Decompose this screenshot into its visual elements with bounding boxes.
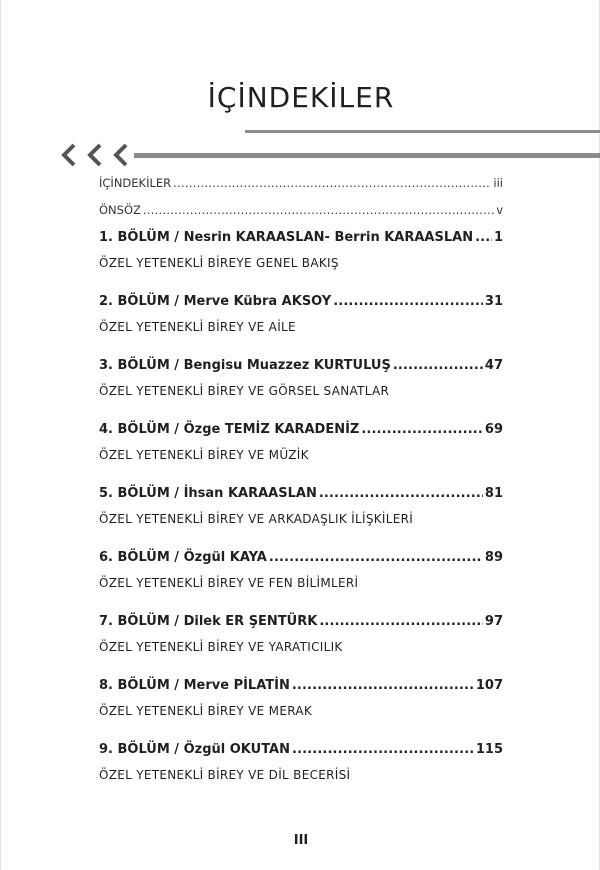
chapter-heading: 6. BÖLÜM / Özgül KAYA — [99, 550, 267, 565]
chapter-subtitle: ÖZEL YETENEKLİ BİREY VE MERAK — [99, 704, 313, 718]
dot-leader — [292, 742, 474, 757]
chapter-subtitle: ÖZEL YETENEKLİ BİREY VE GÖRSEL SANATLAR — [99, 384, 390, 398]
toc-chapter-7[interactable] — [99, 614, 503, 640]
toc-chapter-3[interactable] — [99, 358, 503, 384]
page-title: İÇİNDEKİLER — [207, 80, 395, 114]
dot-leader — [319, 614, 483, 629]
dot-leader — [475, 230, 492, 245]
chapter-heading: 2. BÖLÜM / Merve Kübra AKSOY — [99, 294, 332, 309]
chapter-page: 1 — [493, 230, 503, 245]
toc-chapter-6[interactable] — [99, 550, 503, 576]
main-rule — [134, 153, 600, 158]
chapter-subtitle: ÖZEL YETENEKLİ BİREY VE ARKADAŞLIK İLİŞKİLERİ — [99, 512, 414, 526]
chapter-page: 31 — [484, 294, 503, 309]
chapter-subtitle: ÖZEL YETENEKLİ BİREY VE DİL BECERİSİ — [99, 768, 351, 782]
page-number: III — [293, 833, 309, 848]
toc-entry-label: ÖNSÖZ — [99, 203, 141, 217]
chapter-page: 69 — [484, 422, 503, 437]
chapter-heading: 5. BÖLÜM / İhsan KARAASLAN — [99, 486, 317, 501]
dot-leader — [173, 176, 491, 190]
chapter-subtitle: ÖZEL YETENEKLİ BİREY VE FEN BİLİMLERİ — [99, 576, 359, 590]
chapter-heading: 7. BÖLÜM / Dilek ER ŞENTÜRK — [99, 614, 318, 629]
toc-chapter-5[interactable] — [99, 486, 503, 512]
chapter-page: 115 — [475, 742, 503, 757]
table-of-contents — [99, 176, 503, 806]
chapter-heading: 8. BÖLÜM / Merve PİLATİN — [99, 678, 290, 693]
toc-chapter-2[interactable] — [99, 294, 503, 320]
chapter-heading: 9. BÖLÜM / Özgül OKUTAN — [99, 742, 290, 757]
chapter-heading: 3. BÖLÜM / Bengisu Muazzez KURTULUŞ — [99, 358, 391, 373]
chapter-subtitle: ÖZEL YETENEKLİ BİREY VE MÜZİK — [99, 448, 309, 462]
chapter-heading: 4. BÖLÜM / Özge TEMİZ KARADENİZ — [99, 422, 360, 437]
toc-chapter-9[interactable] — [99, 742, 503, 768]
chevron-left-icon — [111, 142, 131, 168]
toc-chapter-4[interactable] — [99, 422, 503, 448]
toc-chapter-8[interactable] — [99, 678, 503, 704]
chapter-heading: 1. BÖLÜM / Nesrin KARAASLAN- Berrin KARAASLAN — [99, 230, 474, 245]
chapter-subtitle: ÖZEL YETENEKLİ BİREY VE AİLE — [99, 320, 296, 334]
chapter-subtitle: ÖZEL YETENEKLİ BİREYE GENEL BAKIŞ — [99, 256, 339, 270]
toc-entry-preface[interactable] — [99, 203, 503, 230]
toc-chapter-1[interactable] — [99, 230, 503, 256]
chapter-page: 81 — [484, 486, 503, 501]
chapter-page: 47 — [484, 358, 503, 373]
chevron-left-icon — [85, 142, 105, 168]
chevron-left-icon — [59, 142, 79, 168]
toc-entry-label: İÇİNDEKİLER — [99, 176, 172, 190]
chapter-subtitle: ÖZEL YETENEKLİ BİREY VE YARATICILIK — [99, 640, 343, 654]
dot-leader — [333, 294, 483, 309]
chevron-group — [59, 142, 131, 168]
dot-leader — [361, 422, 483, 437]
toc-entry-contents[interactable] — [99, 176, 503, 203]
top-rule — [245, 130, 600, 133]
chapter-page: 97 — [484, 614, 503, 629]
toc-entry-page: iii — [493, 176, 503, 190]
chapter-page: 89 — [484, 550, 503, 565]
dot-leader — [269, 550, 483, 565]
dot-leader — [393, 358, 483, 373]
dot-leader — [319, 486, 483, 501]
toc-entry-page: v — [496, 203, 503, 217]
dot-leader — [292, 678, 474, 693]
chapter-page: 107 — [475, 678, 503, 693]
dot-leader — [143, 203, 494, 217]
